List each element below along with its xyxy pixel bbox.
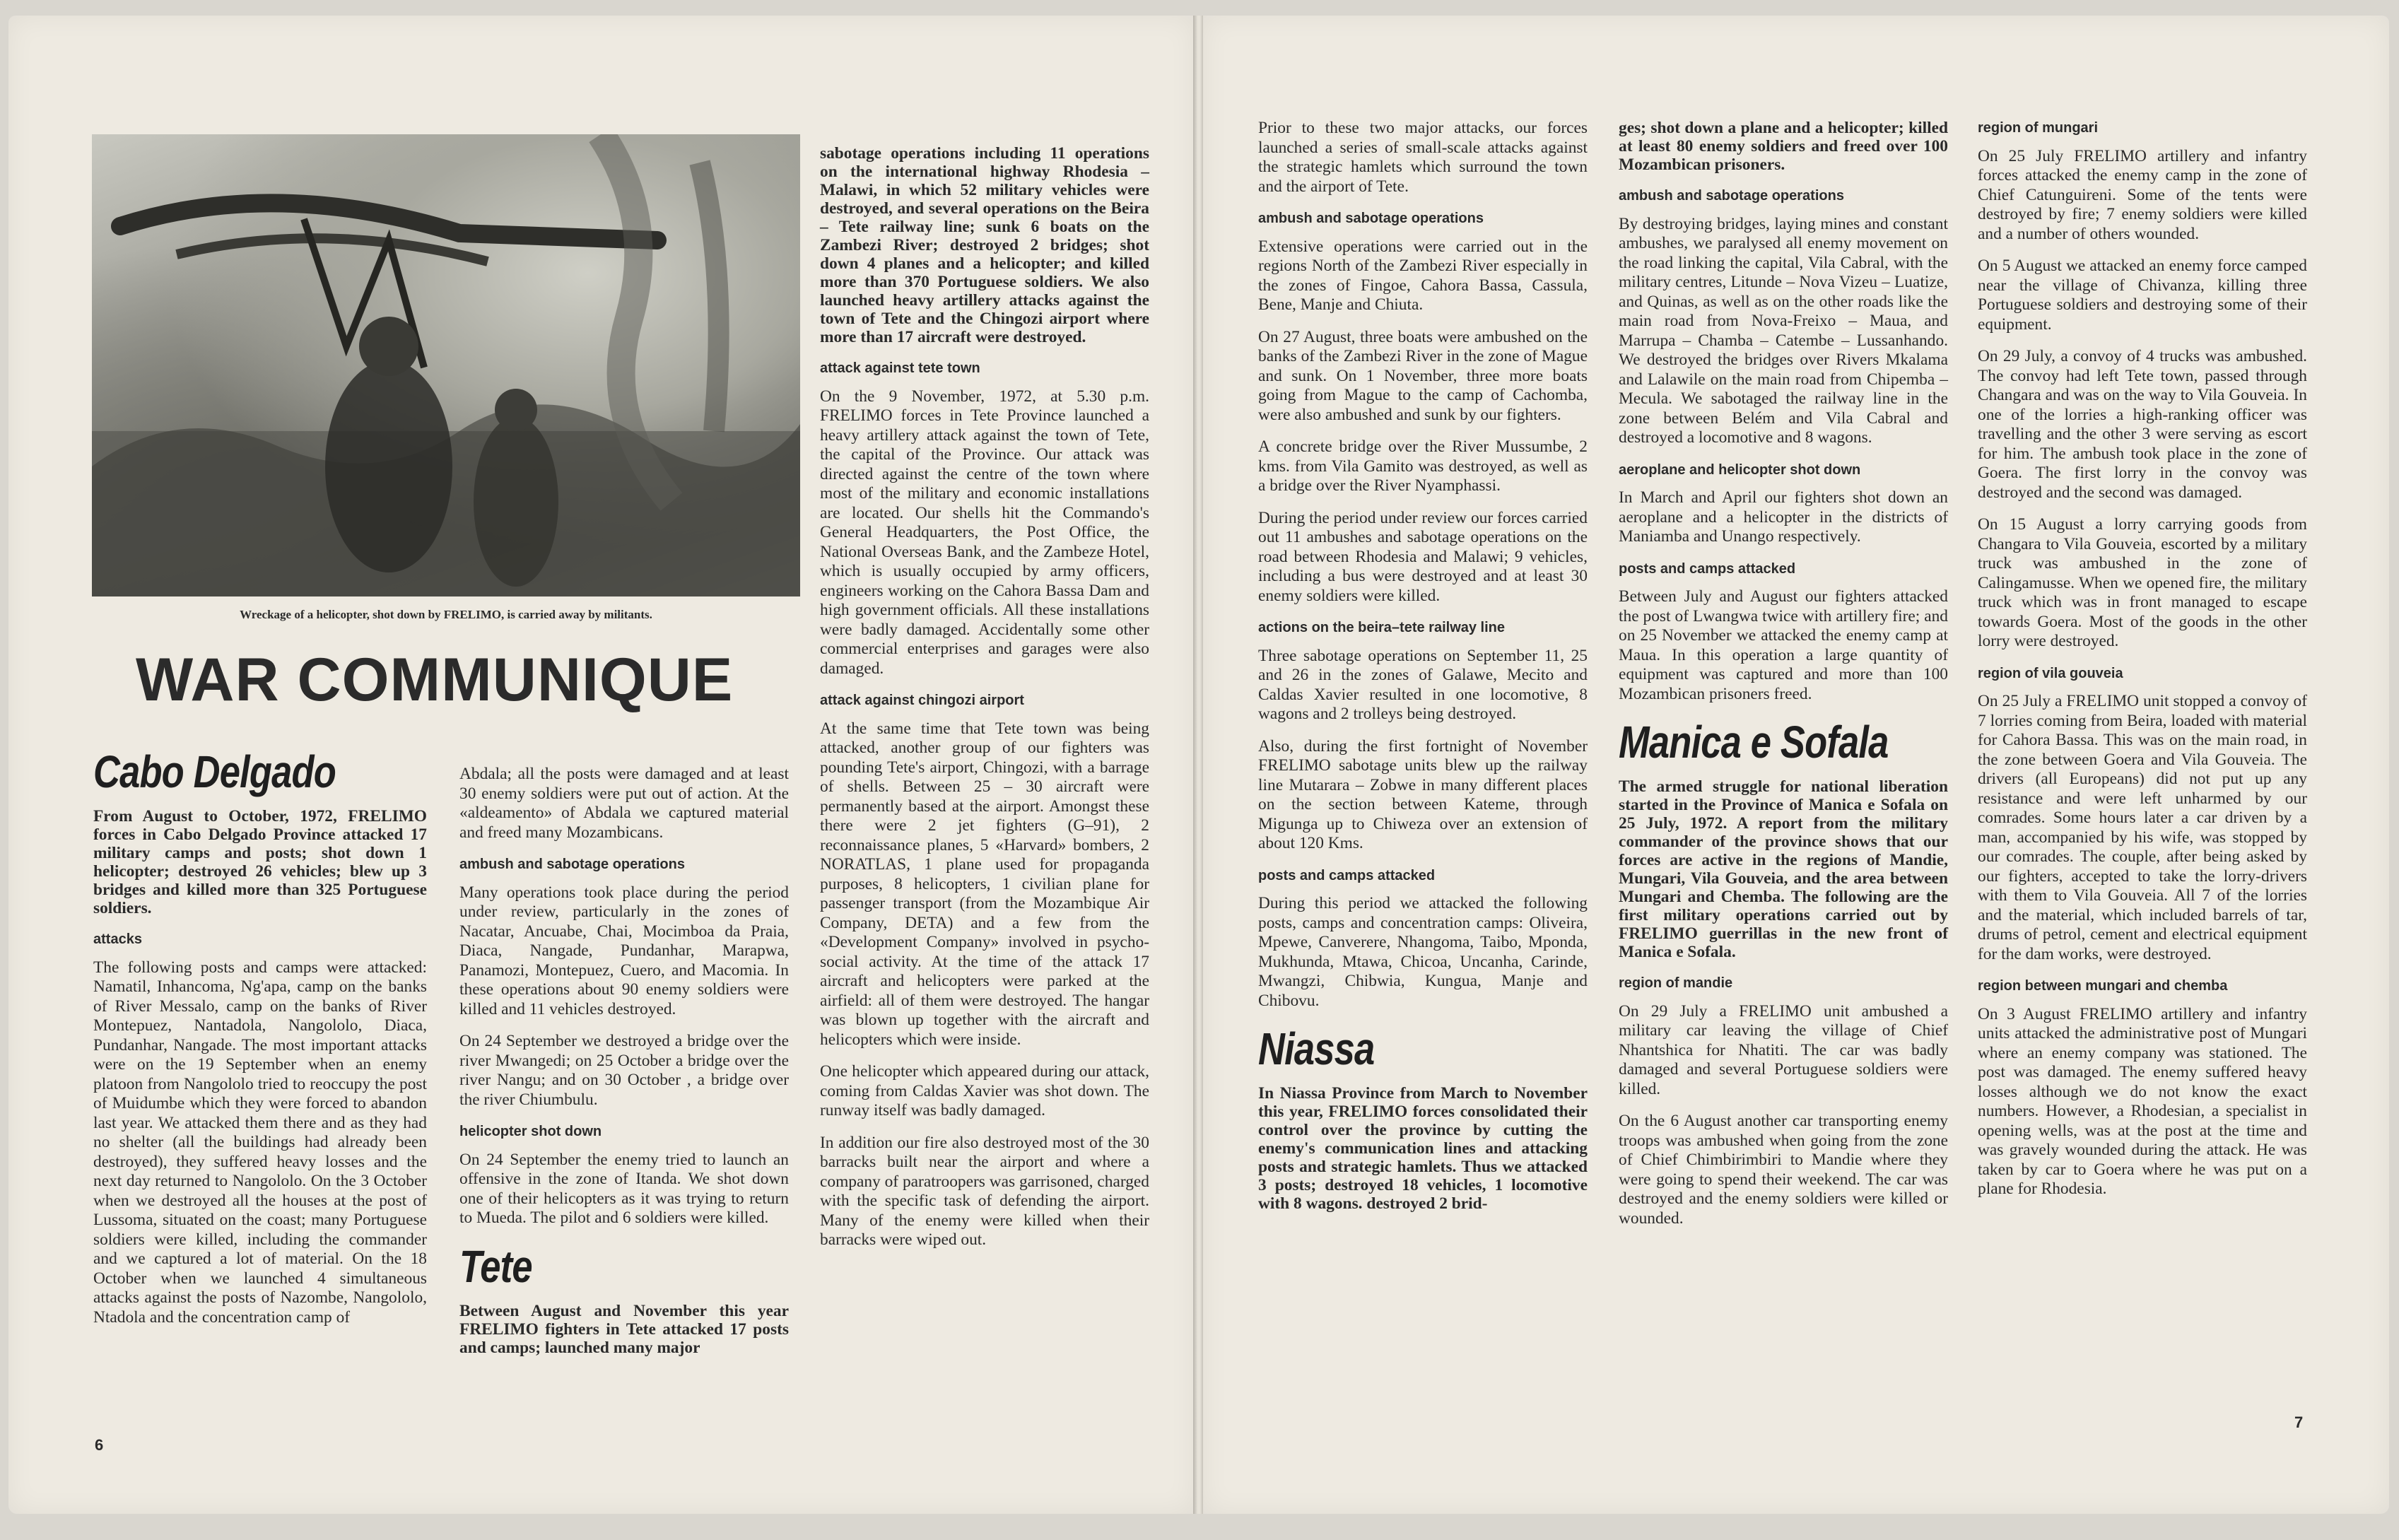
paragraph: At the same time that Tete town was being attacked, another group of our fighters was pounding Tete's airport, Chingozi, with a barrage of shells. Between 25 – 30 aircraft were permanently based at the airport. Amongst these there were 2 jet fighters (G–91), 2 reconnaissance planes, 5 «Harvard» bombers, 2 NORATLAS, 1 plane used for propaganda purposes, 8 helicopters, 1 civilian plane for passenger transport (from the Mozambique Air Company, DETA) and a few from the «Development Company» involved in psycho-social activity. At the time of the attack 17 aircraft and helicopters were parked at the airfield: all of them were destroyed. The hangar was blown up together with the aircraft and helicopters which were inside. (820, 719, 1149, 1049)
paragraph: On 15 August a lorry carrying goods from Changara to Vila Gouveia, escorted by a military truck was ambushed in the zone of Calingamusse. When we opened fire, the military truck which was in front managed to escape towards Goera. Most of the goods in the other lorry were destroyed. (1978, 515, 2307, 650)
subheading-ambush: ambush and sabotage operations (1619, 188, 1844, 204)
paragraph: On the 9 November, 1972, at 5.30 p.m. FRELIMO forces in Tete Province launched a heavy artillery attack against the town of Tete, the capital of the Province. Our attack was directed against the centre of the town where most of the military and economic installations are located. Our shells hit the Commando's General Headquarters, the Post Office, the National Overseas Bank, and the Zambeze Hotel, which is usually occupied by army officers, engineers working on the Cahora Bassa Dam and high government officials. All these installations were badly damaged. Accidentally some other commercial enterprises and garages were also damaged. (820, 387, 1149, 678)
page-number-right: 7 (2294, 1413, 2304, 1431)
paragraph: Three sabotage operations on September 11, 25 and 26 in the zones of Galawe, Mecito and Caldas Xavier resulted in one locomotive, 8 wagons and 2 trolleys being destroyed. (1258, 646, 1588, 723)
helicopter-wreckage-photo (92, 134, 800, 596)
subheading-helicopter: helicopter shot down (459, 1124, 602, 1139)
paragraph: On 29 July, a convoy of 4 trucks was ambushed. The convoy had left Tete town, passed through Changara and was on the way to Vila Gouveia. In one of the lorries a high-ranking officer was travelling and the other 3 were serving as escort for him. The ambush took place in the zone of Goera. The first lorry in the convoy was destroyed and the second was damaged. (1978, 347, 2307, 502)
paragraph: In addition our fire also destroyed most of the 30 barracks built near the airport and where a company of paratroopers was garrisoned, charged with the specific task of defending the airport. Many of the enemy were killed when their barracks were wiped out. (820, 1133, 1149, 1249)
paragraph: In March and April our fighters shot down an aeroplane and a helicopter in the districts of Maniamba and Unango respectively. (1619, 488, 1948, 546)
lead-paragraph: From August to October, 1972, FRELIMO forces in Cabo Delgado Province attacked 17 military camps and posts; shot down 1 helicopter; destroyed 26 vehicles; blew up 3 bridges and killed more than 325 Portuguese soldiers. (93, 807, 427, 917)
photo-illustration (92, 134, 800, 596)
paragraph: On 25 July FRELIMO artillery and infantry forces attacked the enemy camp in the zone of Chief Catunguireni. Some of the tents were destroyed by fire; 7 enemy soldiers were killed and a number of others wounded. (1978, 146, 2307, 243)
paragraph: On 5 August we attacked an enemy force camped near the village of Chivanza, killing three Portuguese soldiers and destroying some of their equipment. (1978, 257, 2307, 334)
paragraph: One helicopter which appeared during our attack, coming from Caldas Xavier was shot down. The runway itself was badly damaged. (820, 1062, 1149, 1119)
right-column-1 (1258, 119, 1588, 1225)
subheading-railway: actions on the beira–tete railway line (1258, 620, 1506, 635)
subheading-chingozi-airport: attack against chingozi airport (820, 693, 1024, 708)
subheading-mungari-chemba: region between mungari and chemba (1978, 978, 2228, 994)
paragraph: The following posts and camps were attacked: Namatil, Inhancoma, Ng'apa, camp on the banks of River Messalo, camp on the banks of River Montepuez, Nantadola, Nangololo, Diaca, Pundanhar, Nangade. The most important attacks were on the 19 September when an enemy platoon from Nangololo tried to reoccupy the post of Muidumbe which they were forced to abandon last year. We attacked them there and as they had no shelter (all the buildings had already been destroyed), they suffered heavy losses and the next day returned to Nangololo. On the 3 October when we destroyed all the houses at the post of Lussoma, situated on the coast; many Portuguese soldiers were killed, including the commander and we captured a lot of material. On the 18 October when we launched 4 simultaneous attacks against the posts of Nazombe, Nangololo, Ntadola and the concentration camp of (93, 958, 427, 1327)
left-column-3 (820, 144, 1149, 1263)
right-column-3 (1978, 119, 2307, 1212)
paragraph: On 27 August, three boats were ambushed on the banks of the Zambezi River in the zone of Mague and sunk. On 1 November, three more boats going from Mague to the camp of Cachomba, were also ambushed and sunk by our fighters. (1258, 327, 1588, 424)
subheading-mungari: region of mungari (1978, 120, 2098, 136)
subheading-ambush: ambush and sabotage operations (459, 857, 685, 872)
subheading-tete-town: attack against tete town (820, 360, 980, 376)
paragraph: On 29 July a FRELIMO unit ambushed a military car leaving the village of Chief Nhantshica for Nhatiti. The car was badly damaged and several Portuguese soldiers were killed. (1619, 1001, 1948, 1098)
paragraph: Abdala; all the posts were damaged and at least 30 enemy soldiers were put out of action. At the «aldeamento» of Abdala we captured material and freed many Mozambicans. (459, 765, 789, 842)
paragraph: Between July and August our fighters attacked the post of Lwangwa twice with artillery fire; and on 25 November we attacked the enemy camp at Maua. In this operation a large quantity of equipment was captured and more than 100 Mozambican prisoners freed. (1619, 587, 1948, 703)
paragraph: During the period under review our forces carried out 11 ambushes and sabotage operations on the road between Rhodesia and Malawi; 9 vehicles, including a bus were destroyed and at least 30 enemy soldiers were killed. (1258, 508, 1588, 605)
lead-paragraph-continued: sabotage operations including 11 operations on the international highway Rhodesia – Malawi, in which 52 military vehicles were destroyed, and several operations on the Beira – Tete railway line; sunk 6 boats on the Zambezi River; destroyed 2 bridges; shot down 4 planes and a helicopter; and killed more than 370 Portuguese soldiers. We also launched heavy artillery attacks against the town of Tete and the Chingozi airport where more than 17 aircraft were destroyed. (820, 144, 1149, 346)
paragraph: A concrete bridge over the River Mussumbe, 2 kms. from Vila Gamito was destroyed, as well as a bridge over the River Nyamphassi. (1258, 437, 1588, 495)
subheading-attacks: attacks (93, 931, 142, 947)
page-number-left: 6 (95, 1436, 104, 1454)
paragraph: Also, during the first fortnight of November FRELIMO sabotage units blew up the railway line Mutarara – Zobwe in many different places on the section between Kateme, through Migunga up to Chiweza over an extension of about 120 Kms. (1258, 736, 1588, 852)
right-column-2 (1619, 119, 1948, 1241)
paragraph: By destroying bridges, laying mines and constant ambushes, we paralysed all enemy movement on the road linking the capital, Vila Cabral, with the military centres, Litunde – Nova Vizeu – Luatize, and Quinas, as well as on the other roads like the main road from Nova-Freixo – Maua, and Marrupa – Chamba – Catembe – Lussanhando. We destroyed the bridges over Rivers Mkalama and Lalawile on the main road from Chipemba – Mecula. We sabotaged the railway line in the zone between Belém and Vila Cabral and destroyed a locomotive and 8 wagons. (1619, 214, 1948, 447)
section-title-niassa: Niassa (1258, 1023, 1375, 1074)
main-title: WAR COMMUNIQUE (136, 646, 734, 714)
subheading-ambush: ambush and sabotage operations (1258, 211, 1484, 226)
paragraph: Extensive operations were carried out in the regions North of the Zambezi River especially in the zones of Fingoe, Cahora Bassa, Cassula, Bene, Manje and Chiuta. (1258, 237, 1588, 314)
subheading-vila-gouveia: region of vila gouveia (1978, 665, 2123, 681)
left-column-2 (459, 765, 789, 1370)
paragraph: On 24 September the enemy tried to launch an offensive in the zone of Itanda. We shot down one of their helicopters as it was trying to return to Mueda. The pilot and 6 soldiers were killed. (459, 1150, 789, 1227)
paragraph: Many operations took place during the period under review, particularly in the zones of Nacatar, Ancuabe, Chai, Mocimboa da Praia, Diaca, Nangade, Pundanhar, Marapwa, Panamozi, Montepuez, Cuero, and Macomia. In these operations about 90 enemy soldiers were killed and 11 vehicles destroyed. (459, 883, 789, 1018)
subheading-aeroplane: aeroplane and helicopter shot down (1619, 462, 1861, 478)
photo-caption: Wreckage of a helicopter, shot down by FRELIMO, is carried away by militants. (240, 608, 652, 621)
section-title-manica-e-sofala: Manica e Sofala (1619, 717, 1889, 768)
section-title-tete: Tete (459, 1240, 532, 1292)
subheading-posts: posts and camps attacked (1619, 560, 1796, 577)
paragraph: During this period we attacked the following posts, camps and concentration camps: Oliveira, Mpewe, Canverere, Nhangoma, Taibo, Mponda, Mukhunda, Mtawa, Chicoa, Uncanha, Carinde, Mwangzi, Chibwia, Kungua, Manje and Chibovu. (1258, 894, 1588, 1010)
subheading-mandie: region of mandie (1619, 975, 1733, 991)
paragraph: On 3 August FRELIMO artillery and infantry units attacked the administrative post of Mungari where an enemy company was stationed. The post was damaged. The enemy suffered heavy losses although we do not know the exact numbers. However, a Rhodesian, a specialist in opening wells, was at the post at the time and was gravely wounded during the attack. He was taken by car to Goera where he was put on a plane for Rhodesia. (1978, 1004, 2307, 1198)
paragraph: On 24 September we destroyed a bridge over the river Mwangedi; on 25 October a bridge over the river Nangu; and on 30 October , a bridge over the river Chiumbulu. (459, 1032, 789, 1109)
paragraph: On 25 July a FRELIMO unit stopped a convoy of 7 lorries coming from Beira, loaded with material for Cahora Bassa. This was on the main road, in the zone between Goera and Vila Gouveia. The drivers (all Europeans) did not put up any resistance and were left unharmed by our comrades. Some hours later a car driven by a man, accompanied by his wife, was stopped by our comrades. The couple, after being asked by our fighters, accepted to take the lorry-drivers with them to Vila Gouveia. All 7 of the lorries and the material, which included barrels of tar, drums of petrol, cement and electrical equipment for the dam works, were destroyed. (1978, 692, 2307, 963)
section-title-cabo-delgado: Cabo Delgado (93, 746, 336, 797)
subheading-posts: posts and camps attacked (1258, 867, 1436, 883)
lead-paragraph: Between August and November this year FRELIMO fighters in Tete attacked 17 posts and camps; launched many major (459, 1301, 789, 1357)
lead-paragraph: The armed struggle for national liberation started in the Province of Manica e Sofala on 25 July, 1972. A report from the military commander of the province shows that our forces are active in the regions of Mandie, Mungari, Vila Gouveia, and the area between Mungari and Chemba. The following are the first military operations carried out by FRELIMO guerrillas in the new front of Manica e Sofala. (1619, 777, 1948, 961)
lead-paragraph-continued: ges; shot down a plane and a helicopter; killed at least 80 enemy soldiers and freed over 100 Mozambican prisoners. (1619, 119, 1948, 174)
lead-paragraph: In Niassa Province from March to November this year, FRELIMO forces consolidated their control over the province by cutting the enemy's communication lines and attacking posts and strategic hamlets. Thus we attacked 3 posts; destroyed 18 vehicles, 1 locomotive with 8 wagons. destroyed 2 brid- (1258, 1084, 1588, 1213)
paragraph: Prior to these two major attacks, our forces launched a series of small-scale attacks against the strategic hamlets which surround the town and the airport of Tete. (1258, 119, 1588, 196)
left-column-1 (93, 743, 427, 1340)
paragraph: On the 6 August another car transporting enemy troops was ambushed when going from the zone of Chief Chimbirimbiri to Mandie where they were going to spend their weekend. The car was destroyed and the enemy soldiers were killed or wounded. (1619, 1112, 1948, 1228)
